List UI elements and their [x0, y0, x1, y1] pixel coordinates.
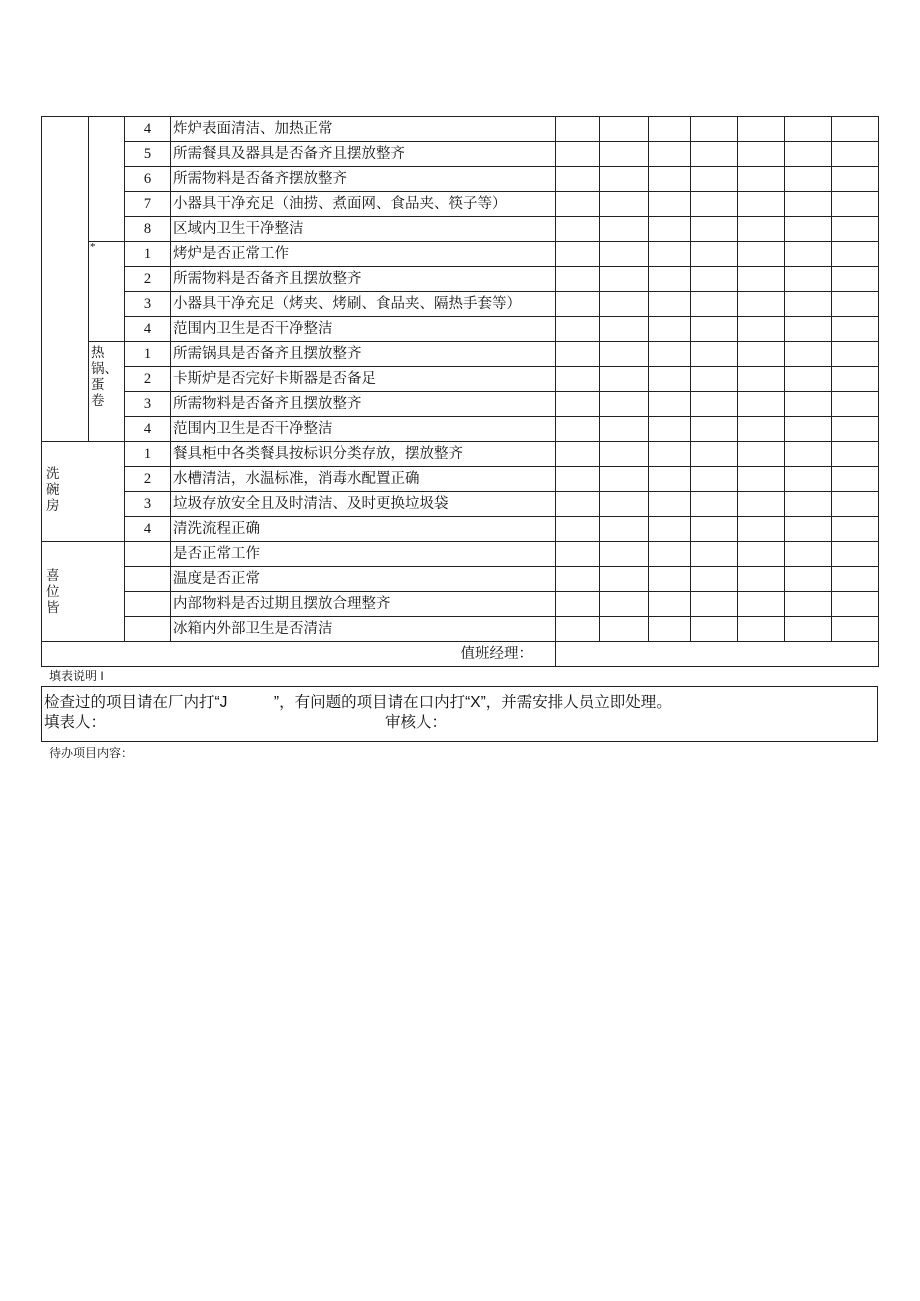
check-cell[interactable] [785, 392, 832, 417]
table-row [42, 367, 879, 392]
manager-row [42, 642, 879, 667]
check-cell[interactable] [556, 117, 600, 142]
item-number: 8 [125, 217, 171, 242]
item-number: 1 [125, 342, 171, 367]
table-row [42, 217, 879, 242]
check-cell[interactable] [691, 492, 738, 517]
signature-line [42, 713, 877, 733]
check-cell[interactable] [649, 517, 691, 542]
check-item-text: 垃圾存放安全且及时清洁、及时更换垃圾袋 [171, 492, 556, 517]
check-cell[interactable] [738, 167, 785, 192]
check-cell[interactable] [600, 617, 649, 642]
check-cell[interactable] [832, 192, 879, 217]
check-cell[interactable] [600, 117, 649, 142]
table-row [42, 392, 879, 417]
table-row [42, 242, 879, 267]
check-cell[interactable] [738, 367, 785, 392]
check-cell[interactable] [691, 342, 738, 367]
check-cell[interactable] [785, 467, 832, 492]
check-cell[interactable] [832, 267, 879, 292]
table-row [42, 117, 879, 142]
check-cell[interactable] [785, 567, 832, 592]
check-cell[interactable] [832, 317, 879, 342]
check-item-text: 卡斯炉是否完好卡斯器是否备足 [171, 367, 556, 392]
check-item-text: 所需锅具是否备齐且摆放整齐 [171, 342, 556, 367]
check-cell[interactable] [649, 617, 691, 642]
check-item-text: 是否正常工作 [171, 542, 556, 567]
check-cell[interactable] [600, 517, 649, 542]
table-row [42, 617, 879, 642]
check-cell[interactable] [691, 392, 738, 417]
item-number: 2 [125, 467, 171, 492]
check-cell[interactable] [556, 192, 600, 217]
check-cell[interactable] [691, 192, 738, 217]
check-cell[interactable] [832, 217, 879, 242]
check-cell[interactable] [785, 167, 832, 192]
check-cell[interactable] [785, 542, 832, 567]
table-row [42, 167, 879, 192]
fridge-section-cell [42, 542, 125, 642]
check-cell[interactable] [832, 167, 879, 192]
check-cell[interactable] [600, 467, 649, 492]
check-cell[interactable] [600, 267, 649, 292]
checklist-table [41, 116, 879, 667]
check-cell[interactable] [556, 167, 600, 192]
check-cell[interactable] [691, 542, 738, 567]
dishwash-section-label: 洗碗房 [46, 466, 60, 513]
item-number: 4 [125, 317, 171, 342]
check-cell[interactable] [649, 342, 691, 367]
check-cell[interactable] [738, 492, 785, 517]
check-cell[interactable] [556, 367, 600, 392]
check-cell[interactable] [649, 492, 691, 517]
check-cell[interactable] [832, 117, 879, 142]
item-number: 4 [125, 417, 171, 442]
check-cell[interactable] [785, 217, 832, 242]
item-number: 4 [125, 117, 171, 142]
check-item-text: 范围内卫生是否干净整洁 [171, 317, 556, 342]
check-item-text: 区域内卫生干净整洁 [171, 217, 556, 242]
check-cell[interactable] [785, 417, 832, 442]
item-number [125, 567, 171, 592]
check-cell[interactable] [691, 467, 738, 492]
check-cell[interactable] [738, 617, 785, 642]
item-number: 1 [125, 442, 171, 467]
check-cell[interactable] [738, 567, 785, 592]
check-cell[interactable] [832, 542, 879, 567]
check-cell[interactable] [649, 267, 691, 292]
check-cell[interactable] [691, 142, 738, 167]
fryer-subsection-cell [89, 117, 125, 242]
check-item-text: 水槽清洁，水温标准，消毒水配置正确 [171, 467, 556, 492]
check-cell[interactable] [691, 517, 738, 542]
check-cell[interactable] [832, 617, 879, 642]
check-cell[interactable] [832, 592, 879, 617]
reviewed-by-label: 审核人： [385, 714, 448, 731]
check-cell[interactable] [556, 242, 600, 267]
check-cell[interactable] [556, 417, 600, 442]
check-cell[interactable] [556, 567, 600, 592]
check-cell[interactable] [600, 217, 649, 242]
check-cell[interactable] [738, 317, 785, 342]
table-row [42, 517, 879, 542]
check-cell[interactable] [556, 392, 600, 417]
check-item-text: 所需餐具及器具是否备齐且摆放整齐 [171, 142, 556, 167]
item-number: 3 [125, 492, 171, 517]
check-cell[interactable] [649, 117, 691, 142]
check-cell[interactable] [556, 442, 600, 467]
item-number: 4 [125, 517, 171, 542]
check-cell[interactable] [832, 417, 879, 442]
check-cell[interactable] [600, 592, 649, 617]
check-cell[interactable] [600, 167, 649, 192]
check-cell[interactable] [832, 442, 879, 467]
check-cell[interactable] [785, 292, 832, 317]
check-item-text: 温度是否正常 [171, 567, 556, 592]
check-cell[interactable] [556, 592, 600, 617]
item-number [125, 617, 171, 642]
check-cell[interactable] [785, 617, 832, 642]
table-row [42, 467, 879, 492]
item-number: 1 [125, 242, 171, 267]
check-cell[interactable] [738, 192, 785, 217]
check-cell[interactable] [600, 442, 649, 467]
check-cell[interactable] [785, 142, 832, 167]
check-item-text: 清洗流程正确 [171, 517, 556, 542]
hotpot-section-label: 热锅、蛋卷 [91, 345, 118, 408]
check-cell[interactable] [691, 417, 738, 442]
check-cell[interactable] [691, 167, 738, 192]
check-cell[interactable] [832, 242, 879, 267]
check-cell[interactable] [832, 292, 879, 317]
table-row [42, 292, 879, 317]
check-cell[interactable] [738, 517, 785, 542]
table-row [42, 317, 879, 342]
check-cell[interactable] [738, 417, 785, 442]
check-cell[interactable] [649, 567, 691, 592]
item-number: 3 [125, 392, 171, 417]
table-row [42, 542, 879, 567]
check-cell[interactable] [600, 567, 649, 592]
check-cell[interactable] [785, 192, 832, 217]
check-item-text: 炸炉表面清洁、加热正常 [171, 117, 556, 142]
check-cell[interactable] [600, 542, 649, 567]
instruction-text: 检查过的项目请在厂内打“J ”，有问题的项目请在口内打“X”，并需安排人员立即处理。 [44, 694, 672, 711]
check-cell[interactable] [691, 117, 738, 142]
check-cell[interactable] [649, 442, 691, 467]
instructions-box [41, 686, 878, 742]
check-cell[interactable] [691, 442, 738, 467]
check-cell[interactable] [832, 492, 879, 517]
check-cell[interactable] [738, 292, 785, 317]
item-number [125, 542, 171, 567]
check-cell[interactable] [738, 467, 785, 492]
checklist-body [42, 117, 879, 667]
item-number [125, 592, 171, 617]
checklist-sheet [41, 116, 878, 762]
check-cell[interactable] [738, 442, 785, 467]
table-row [42, 442, 879, 467]
check-cell[interactable] [649, 292, 691, 317]
check-cell[interactable] [556, 267, 600, 292]
check-cell[interactable] [556, 217, 600, 242]
check-cell[interactable] [785, 517, 832, 542]
check-cell[interactable] [691, 592, 738, 617]
check-cell[interactable] [556, 142, 600, 167]
check-cell[interactable] [738, 592, 785, 617]
table-row [42, 192, 879, 217]
table-row [42, 592, 879, 617]
check-cell[interactable] [649, 167, 691, 192]
check-cell[interactable] [691, 317, 738, 342]
check-cell[interactable] [785, 317, 832, 342]
grill-subsection-cell [89, 242, 125, 342]
check-cell[interactable] [600, 342, 649, 367]
check-cell[interactable] [785, 367, 832, 392]
fill-instructions-label: 填表说明 I [49, 669, 104, 683]
fridge-section-label: 喜位皆 [46, 568, 60, 615]
check-item-text: 所需物料是否备齐且摆放整齐 [171, 267, 556, 292]
item-number: 6 [125, 167, 171, 192]
table-row [42, 492, 879, 517]
check-cell[interactable] [649, 542, 691, 567]
check-cell[interactable] [556, 617, 600, 642]
check-cell[interactable] [649, 392, 691, 417]
asterisk-mark: * [90, 241, 96, 253]
check-cell[interactable] [738, 117, 785, 142]
check-cell[interactable] [832, 467, 879, 492]
table-row [42, 267, 879, 292]
check-cell[interactable] [600, 317, 649, 342]
check-item-text: 小器具干净充足（烤夹、烤刷、食品夹、隔热手套等） [171, 292, 556, 317]
check-cell[interactable] [832, 342, 879, 367]
check-cell[interactable] [600, 367, 649, 392]
table-row [42, 417, 879, 442]
check-cell[interactable] [556, 292, 600, 317]
check-cell[interactable] [738, 142, 785, 167]
check-cell[interactable] [785, 267, 832, 292]
check-cell[interactable] [556, 342, 600, 367]
check-cell[interactable] [832, 517, 879, 542]
duty-manager-label: 值班经理： [42, 642, 556, 667]
check-cell[interactable] [649, 217, 691, 242]
check-cell[interactable] [691, 367, 738, 392]
check-cell[interactable] [785, 442, 832, 467]
check-cell[interactable] [600, 192, 649, 217]
check-cell[interactable] [649, 417, 691, 442]
check-cell[interactable] [832, 367, 879, 392]
check-cell[interactable] [691, 242, 738, 267]
check-item-text: 小器具干净充足（油捞、煮面网、食品夹、筷子等） [171, 192, 556, 217]
check-cell[interactable] [785, 242, 832, 267]
check-item-text: 内部物料是否过期且摆放合理整齐 [171, 592, 556, 617]
check-cell[interactable] [691, 267, 738, 292]
check-cell[interactable] [691, 567, 738, 592]
table-row [42, 342, 879, 367]
check-cell[interactable] [785, 492, 832, 517]
check-cell[interactable] [600, 392, 649, 417]
hotpot-subsection-cell [89, 342, 125, 442]
item-number: 2 [125, 367, 171, 392]
check-cell[interactable] [691, 217, 738, 242]
check-cell[interactable] [649, 367, 691, 392]
check-cell[interactable] [832, 567, 879, 592]
check-cell[interactable] [738, 217, 785, 242]
todo-items-label: 待办项目内容： [49, 746, 134, 760]
item-number: 5 [125, 142, 171, 167]
check-cell[interactable] [738, 542, 785, 567]
check-cell[interactable] [649, 142, 691, 167]
check-cell[interactable] [600, 417, 649, 442]
check-cell[interactable] [785, 592, 832, 617]
check-cell[interactable] [649, 242, 691, 267]
kitchen-section-cell [42, 117, 89, 442]
table-row [42, 567, 879, 592]
check-cell[interactable] [649, 317, 691, 342]
duty-manager-signature-field[interactable] [556, 642, 879, 667]
check-cell[interactable] [649, 192, 691, 217]
table-row [42, 142, 879, 167]
check-item-text: 范围内卫生是否干净整洁 [171, 417, 556, 442]
check-item-text: 烤炉是否正常工作 [171, 242, 556, 267]
check-item-text: 所需物料是否备齐且摆放整齐 [171, 392, 556, 417]
check-cell[interactable] [600, 492, 649, 517]
check-cell[interactable] [691, 292, 738, 317]
check-item-text: 冰箱内外部卫生是否清洁 [171, 617, 556, 642]
check-cell[interactable] [556, 467, 600, 492]
check-cell[interactable] [556, 542, 600, 567]
check-cell[interactable] [649, 467, 691, 492]
check-cell[interactable] [738, 392, 785, 417]
check-cell[interactable] [738, 242, 785, 267]
check-cell[interactable] [556, 517, 600, 542]
item-number: 7 [125, 192, 171, 217]
check-cell[interactable] [556, 492, 600, 517]
item-number: 2 [125, 267, 171, 292]
check-item-text: 所需物料是否备齐摆放整齐 [171, 167, 556, 192]
check-cell[interactable] [649, 592, 691, 617]
check-cell[interactable] [832, 142, 879, 167]
check-cell[interactable] [691, 617, 738, 642]
check-cell[interactable] [600, 142, 649, 167]
filled-by-label: 填表人： [44, 714, 107, 731]
check-item-text: 餐具柜中各类餐具按标识分类存放，摆放整齐 [171, 442, 556, 467]
check-cell[interactable] [600, 292, 649, 317]
check-cell[interactable] [738, 342, 785, 367]
dishwash-section-cell [42, 442, 125, 542]
check-cell[interactable] [785, 342, 832, 367]
check-cell[interactable] [738, 267, 785, 292]
check-cell[interactable] [832, 392, 879, 417]
check-cell[interactable] [556, 317, 600, 342]
check-cell[interactable] [600, 242, 649, 267]
item-number: 3 [125, 292, 171, 317]
check-cell[interactable] [785, 117, 832, 142]
